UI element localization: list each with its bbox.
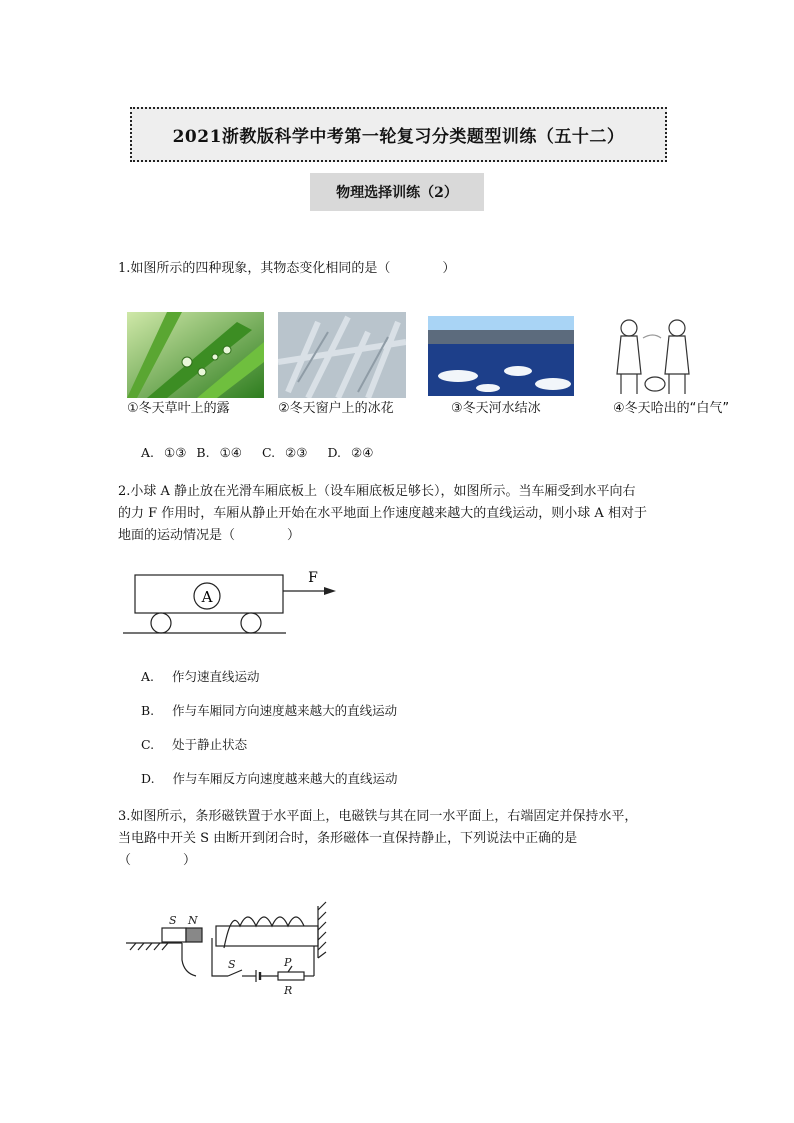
q1-caption-1: ①冬天草叶上的露: [127, 401, 230, 416]
worksheet-title: 2021浙教版科学中考第一轮复习分类题型训练（五十二）: [130, 107, 667, 162]
electromagnet-core: [216, 926, 318, 946]
switch-label: S: [228, 958, 236, 971]
wheel-left: [151, 613, 171, 633]
q3-electromagnet-figure: [124, 898, 334, 998]
q2-option-c[interactable]: [141, 735, 247, 753]
q2-option-d[interactable]: [141, 769, 398, 787]
section-subtitle: 物理选择训练（2）: [310, 173, 484, 211]
q2-option-a-text: 作匀速直线运动: [172, 669, 260, 684]
rheostat: [278, 972, 304, 980]
q2-stem-line-1: 2.小球 A 静止放在光滑车厢底板上（设车厢底板足够长），如图所示。当车厢受到水平向右: [118, 484, 636, 499]
q1-image-dew: [127, 312, 264, 398]
force-label: F: [308, 570, 318, 586]
resistor-label: R: [284, 984, 293, 997]
q1-option-a-text[interactable]: ①③: [164, 445, 187, 460]
q2-option-b[interactable]: [141, 701, 397, 719]
q2-option-c-text: 处于静止状态: [172, 737, 248, 752]
q2-stem: [118, 481, 647, 547]
q1-options: [141, 445, 379, 460]
q1-option-a-letter: A.: [141, 445, 155, 460]
q1-option-d-letter: D.: [327, 445, 342, 460]
q1-caption-3: ③冬天河水结冰: [451, 401, 541, 416]
magnet-s-label: S: [169, 914, 177, 927]
q1-option-b-text[interactable]: ①④: [219, 445, 242, 460]
q1-option-d-text[interactable]: ②④: [351, 445, 374, 460]
ball-a-label: A: [201, 588, 213, 606]
q2-stem-line-3: 地面的运动情况是（ ）: [118, 528, 301, 543]
q3-stem-line-2: 当电路中开关 S 由断开到闭合时，条形磁体一直保持静止，下列说法中正确的是: [118, 831, 578, 846]
q2-option-a-letter: A.: [141, 669, 155, 684]
q2-option-a[interactable]: [141, 667, 260, 685]
q2-stem-line-2: 的力 F 作用时，车厢从静止开始在水平地面上作速度越来越大的直线运动，则小球 A 相对于: [118, 506, 647, 521]
q1-option-b-letter: B.: [196, 445, 210, 460]
q1-caption-4: ④冬天哈出的“白气”: [613, 401, 730, 416]
q1-image-river-ice: [428, 316, 574, 396]
q1-option-c-letter: C.: [261, 445, 276, 460]
q2-cart-figure: [120, 565, 350, 640]
q2-option-d-text: 作与车厢反方向速度越来越大的直线运动: [172, 771, 398, 786]
q2-option-d-letter: D.: [141, 771, 155, 786]
q1-stem: 1.如图所示的四种现象，其物态变化相同的是（ ）: [118, 261, 456, 276]
q2-option-c-letter: C.: [141, 737, 155, 752]
q3-stem: [118, 806, 637, 872]
bar-magnet-s: [162, 928, 186, 942]
q1-option-c-text[interactable]: ②③: [285, 445, 308, 460]
wheel-right: [241, 613, 261, 633]
slider-label: P: [284, 956, 292, 969]
magnet-n-label: N: [188, 914, 198, 927]
q2-option-b-letter: B.: [141, 703, 155, 718]
q1-image-frost: [278, 312, 406, 398]
q1-caption-2: ②冬天窗户上的冰花: [278, 401, 394, 416]
bar-magnet-n: [186, 928, 202, 942]
q3-stem-line-3: （ ）: [118, 853, 197, 868]
q1-image-breath: [611, 314, 699, 398]
q3-stem-line-1: 3.如图所示，条形磁铁置于水平面上，电磁铁与其在同一水平面上，右端固定并保持水平，: [118, 809, 638, 824]
q2-option-b-text: 作与车厢同方向速度越来越大的直线运动: [172, 703, 398, 718]
